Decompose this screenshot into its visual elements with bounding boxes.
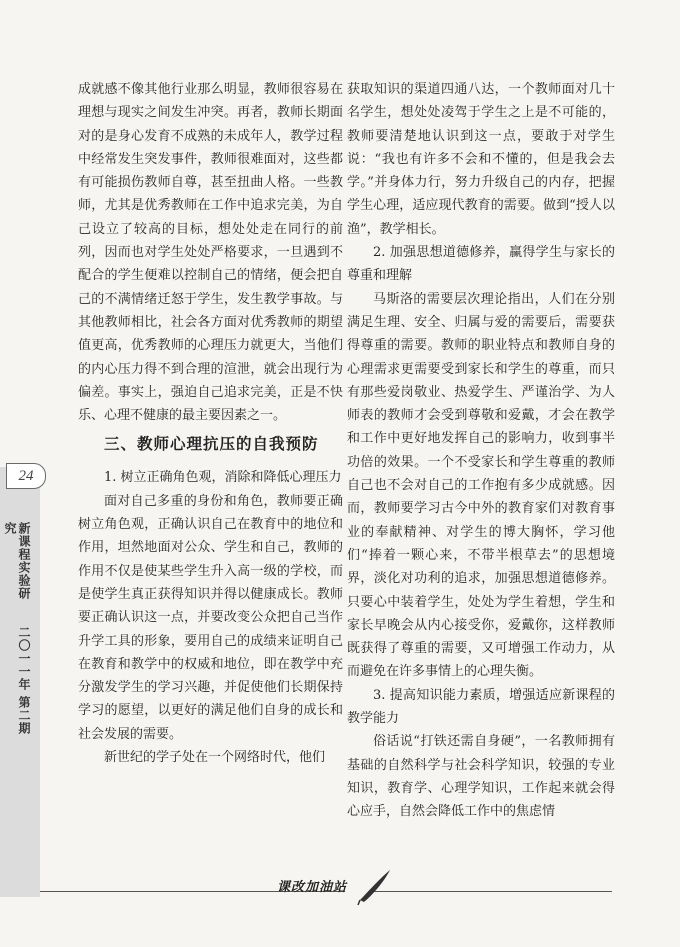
issue-label: 二〇一一年 第二期 bbox=[17, 626, 31, 736]
paragraph: 新世纪的学子处在一个网络时代，他们 bbox=[104, 750, 326, 766]
paragraph: 成就感不像其他行业那么明显，教师很容易在理想与现实之间发生冲突。再者，教师长期面对的是身心发育不成熟的未成年人，教学过程中经常发生突发事件，教师很难面对，这些都有可能损伤教师自尊，甚至扭曲人格。一些教师，尤其是优秀教师在工作中追求完美，为自己设立了较高的目标，想处处走在同行的前列，因而也对学生处处严格要求，一旦遇到不配合的学生便难以控制自己的情绪，便会把自己的不满情绪迁怒于学生，发生教学事故。与其他教师相比，社会各方面对优秀教师的期望值更高，优秀教师的心理压力就更大，当他们的内心压力得不到合理的渲泄，就会出现行为偏差。事实上，强迫自己追求完美，正是不快乐、心理不健康的最主要因素之一。 bbox=[78, 82, 343, 424]
section-title: 三、教师心理抗压的自我预防 bbox=[104, 435, 319, 454]
paragraph: 面对自己多重的身份和角色，教师要正确树立角色观，正确认识自己在教育中的地位和作用，坦然地面对公众、学生和自己，教师的作用不仅是使某些学生升入高一级的学校，而是使学生真正获得知识并得以健康成长。教师要正确认识这一点，并要改变公众把自己当作升学工具的形象，要用自己的成绩来证明自己在教育和教学中的权威和地位，即在教学中充分激发学生的学习兴趣，并促使他们长期保持学习的愿望，以更好的满足他们自身的成长和社会发展的需要。 bbox=[78, 493, 343, 742]
subheading: 2. 加强思想道德修养，赢得学生与家长的尊重和理解 bbox=[347, 245, 615, 284]
paragraph: 马斯洛的需要层次理论指出，人们在分别满足生理、安全、归属与爱的需要后，需要获得尊重的需要。教师的职业特点和教师自身的心理需求更需要受到家长和学生的尊重，而只有那些爱岗敬业、热爱学生、严谨治学、为人师表的教师才会受到尊敬和爱戴，才会在教学和工作中更好地发挥自己的影响力，收到事半功倍的效果。一个不受家长和学生尊重的教师自己也不会对自己的工作抱有多少成就感。因而，教师要学习古今中外的教育家们对教育事业的奉献精神、对学生的博大胸怀，学习他们“捧着一颗心来，不带半根草去”的思想境界，淡化对功利的追求，加强思想道德修养。只要心中装着学生，处处为学生着想，学生和家长早晚会从内心接受你，爱戴你，这样教师既获得了尊重的需要，又可增强工作动力，从而避免在许多事情上的心理失衡。 bbox=[347, 291, 615, 680]
subheading: 1. 树立正确角色观，消除和降低心理压力 bbox=[104, 470, 342, 486]
paragraph: 俗话说“打铁还需自身硬”，一名教师拥有基础的自然科学与社会科学知识，较强的专业知识，教育学、心理学知识，工作起来就会得心应手，自然会降低工作中的焦虑情 bbox=[347, 734, 615, 820]
footer-rule bbox=[372, 891, 612, 892]
journal-name: 新课程实验研究 bbox=[3, 522, 31, 600]
pen-icon bbox=[356, 866, 396, 906]
footer-brand: 课改加油站 bbox=[277, 880, 348, 895]
right-column bbox=[347, 78, 615, 824]
paragraph: 获取知识的渠道四通八达，一个教师面对几十名学生，想处处凌驾于学生之上是不可能的，教师要清楚地认识到这一点，要敢于对学生说：“我也有许多不会和不懂的，但是我会去学。”并身体力行，努力升级自己的内存，把握学生心理，适应现代教育的需要。做到“授人以渔”，教学相长。 bbox=[347, 82, 615, 237]
subheading: 3. 提高知识能力素质，增强适应新课程的教学能力 bbox=[347, 687, 615, 727]
page-number: 24 bbox=[6, 463, 46, 489]
left-column bbox=[78, 78, 343, 769]
